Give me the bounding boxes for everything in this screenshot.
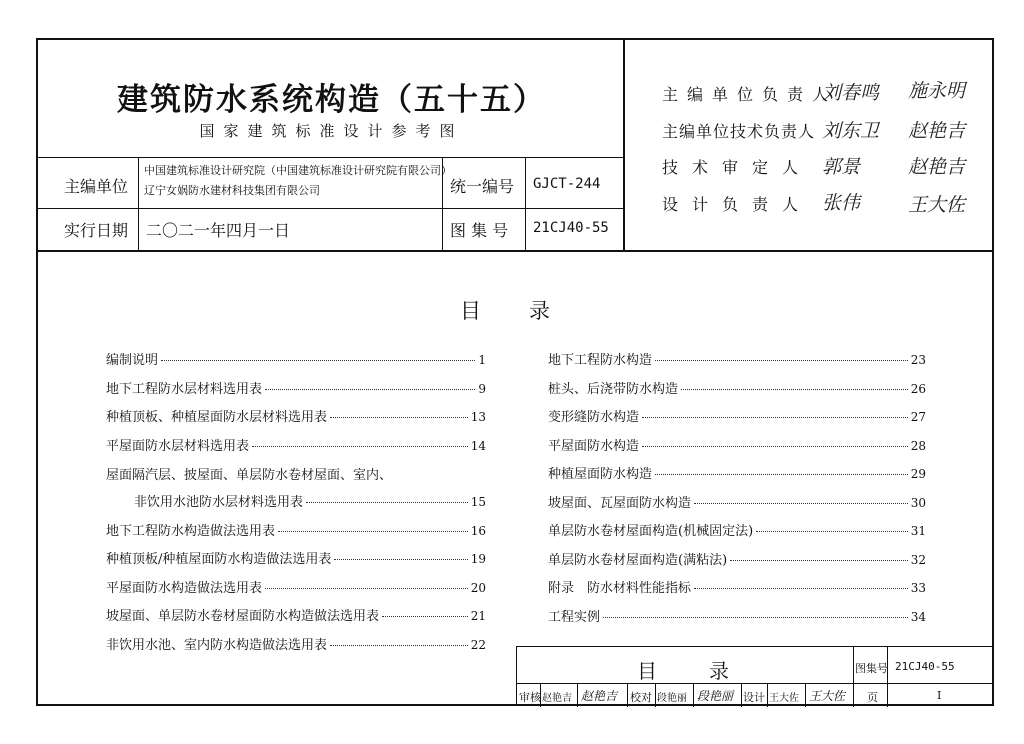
toc-entry[interactable]: 地下工程防水构造做法选用表 16 xyxy=(106,524,486,539)
signature-1: 刘东卫 xyxy=(822,120,880,142)
divider xyxy=(525,157,526,250)
toc-entry[interactable]: 单层防水卷材屋面构造(机械固定法) 31 xyxy=(548,524,926,539)
divider xyxy=(767,683,768,707)
check-signature: 段艳丽 xyxy=(697,689,734,703)
atlas-label: 图集号 xyxy=(855,662,888,675)
signature-1: 刘春鸣 xyxy=(822,82,880,104)
divider xyxy=(627,683,628,707)
check-label: 校对 xyxy=(630,691,652,704)
page-number: I xyxy=(937,689,942,702)
divider xyxy=(693,683,694,707)
title-block-title: 目录 xyxy=(637,659,781,683)
toc-entry[interactable]: 编制说明 1 xyxy=(106,353,486,368)
responsible-role: 主编单位技术负责人 xyxy=(662,122,816,141)
toc-title: 目录 xyxy=(460,299,598,323)
toc-entry[interactable]: 平屋面防水构造做法选用表 20 xyxy=(106,581,486,596)
divider xyxy=(805,683,806,707)
header-divider xyxy=(38,250,992,252)
date-value: 二〇二一年四月一日 xyxy=(146,221,291,240)
signature-2: 王大佐 xyxy=(908,194,966,216)
toc-entry[interactable]: 种植屋面防水构造 29 xyxy=(548,467,926,482)
toc-entry[interactable]: 工程实例 34 xyxy=(548,610,926,625)
date-label: 实行日期 xyxy=(64,221,129,240)
toc-entry[interactable]: 地下工程防水构造 23 xyxy=(548,353,926,368)
responsible-role: 主编单位负责人 xyxy=(662,85,838,104)
toc-entry[interactable]: 非饮用水池、室内防水构造做法选用表 22 xyxy=(106,638,486,653)
review-name: 赵艳吉 xyxy=(542,693,572,704)
divider xyxy=(577,683,578,707)
editor-org-2: 辽宁女娲防水建材科技集团有限公司 xyxy=(144,184,320,197)
atlas-no-label: 图 集 号 xyxy=(450,221,509,240)
divider xyxy=(38,208,623,209)
signature-1: 郭景 xyxy=(822,156,861,178)
atlas-no: 21CJ40-55 xyxy=(533,220,609,236)
toc-entry[interactable]: 地下工程防水层材料选用表 9 xyxy=(106,382,486,397)
review-label: 审核 xyxy=(519,691,541,704)
responsible-role: 设计负责人 xyxy=(662,195,813,214)
check-name: 段艳丽 xyxy=(657,693,687,704)
design-signature: 王大佐 xyxy=(809,689,846,703)
review-signature: 赵艳吉 xyxy=(581,689,618,703)
toc-entry[interactable]: 坡屋面、单层防水卷材屋面防水构造做法选用表 21 xyxy=(106,609,486,624)
toc-entry[interactable]: 平屋面防水构造 28 xyxy=(548,439,926,454)
divider xyxy=(853,647,854,707)
signature-1: 张伟 xyxy=(822,192,861,214)
page-subtitle: 国家建筑标准设计参考图 xyxy=(199,122,464,140)
atlas-number: 21CJ40-55 xyxy=(895,660,955,673)
divider xyxy=(741,683,742,707)
divider xyxy=(887,647,888,707)
title-block xyxy=(516,646,992,706)
design-label: 设计 xyxy=(743,691,765,704)
design-name: 王大佐 xyxy=(769,693,799,704)
toc-entry[interactable]: 非饮用水池防水层材料选用表 15 xyxy=(134,495,486,510)
toc-entry[interactable]: 附录 防水材料性能指标 33 xyxy=(548,581,926,596)
signature-2: 赵艳吉 xyxy=(908,156,966,178)
toc-entry: 屋面隔汽层、披屋面、单层防水卷材屋面、室内、 xyxy=(106,468,393,483)
toc-entry[interactable]: 单层防水卷材屋面构造(满粘法) 32 xyxy=(548,553,926,568)
page-title: 建筑防水系统构造（五十五） xyxy=(117,82,546,118)
divider xyxy=(655,683,656,707)
toc-entry[interactable]: 平屋面防水层材料选用表 14 xyxy=(106,439,486,454)
divider xyxy=(38,157,623,158)
toc-entry[interactable]: 变形缝防水构造 27 xyxy=(548,410,926,425)
divider xyxy=(138,157,139,250)
page-label: 页 xyxy=(867,691,878,704)
unified-no: GJCT-244 xyxy=(533,176,601,192)
responsible-role: 技术审定人 xyxy=(662,158,813,177)
toc-entry[interactable]: 桩头、后浇带防水构造 26 xyxy=(548,382,926,397)
editor-org-1: 中国建筑标准设计研究院（中国建筑标准设计研究院有限公司） xyxy=(144,164,452,177)
header-left-block xyxy=(38,40,625,250)
signature-2: 赵艳吉 xyxy=(908,120,966,142)
signature-2: 施永明 xyxy=(908,80,966,102)
editor-label: 主编单位 xyxy=(64,177,129,196)
toc-entry[interactable]: 种植顶板、种植屋面防水层材料选用表 13 xyxy=(106,410,486,425)
toc-entry[interactable]: 种植顶板/种植屋面防水构造做法选用表 19 xyxy=(106,552,486,567)
toc-entry[interactable]: 坡屋面、瓦屋面防水构造 30 xyxy=(548,496,926,511)
unified-no-label: 统一编号 xyxy=(450,177,515,196)
